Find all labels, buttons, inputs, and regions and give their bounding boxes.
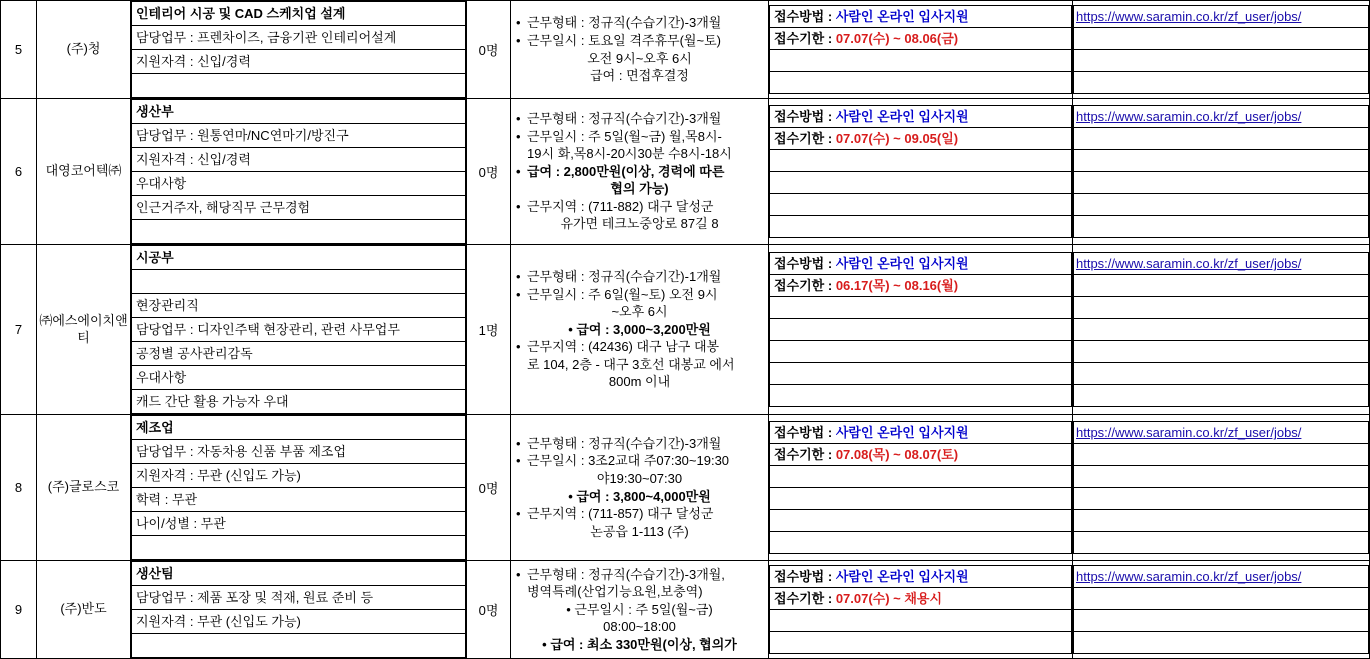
apply-method-label: 접수방법 :: [774, 424, 833, 440]
recruit-site-empty-row: [1074, 128, 1369, 150]
condition-line: 800m 이내: [608, 374, 671, 390]
recruit-site-empty-row: [1074, 510, 1369, 532]
company-name: (주)글로스코: [37, 415, 131, 561]
detail-line: 인근거주자, 해당직무 근무경험: [132, 196, 466, 220]
detail-line: 담당업무 : 디자인주택 현장관리, 관련 사무업무: [132, 318, 466, 342]
bullet-icon: •: [568, 321, 577, 337]
detail-line: 캐드 간단 활용 가능자 우대: [132, 390, 466, 414]
work-conditions-cell: [511, 561, 769, 659]
recruit-detail-cell: [131, 561, 467, 659]
recruit-site-link[interactable]: https://www.saramin.co.kr/zf_user/jobs/: [1076, 109, 1302, 124]
apply-empty-row: [770, 50, 1072, 72]
condition-line: • 근무지역 : (711-882) 대구 달성군: [511, 198, 768, 216]
recruit-site-cell: [1073, 99, 1370, 245]
apply-method-row: [770, 422, 1072, 444]
recruit-site-empty-row: [1074, 72, 1369, 94]
detail-line: 지원자격 : 신입/경력: [132, 50, 466, 74]
company-name: (주)청: [37, 1, 131, 99]
apply-period-value: 07.08(목) ~ 08.07(토): [835, 446, 959, 462]
detail-line: 담당업무 : 자동차용 신품 부품 제조업: [132, 440, 466, 464]
condition-text: 급여 : 3,800~4,000만원: [576, 488, 711, 504]
recruit-site-link[interactable]: https://www.saramin.co.kr/zf_user/jobs/: [1076, 9, 1302, 24]
table-row: [1, 561, 1370, 659]
table-row: [1, 245, 1370, 415]
apply-method-label: 접수방법 :: [774, 255, 833, 271]
bullet-icon: •: [566, 601, 575, 617]
apply-period-value: 06.17(목) ~ 08.16(월): [835, 277, 959, 293]
detail-line: [132, 270, 466, 294]
row-number: 8: [1, 415, 37, 561]
row-number: 5: [1, 1, 37, 99]
condition-line: • 근무지역 : (711-857) 대구 달성군: [511, 505, 768, 523]
apply-cell: [769, 561, 1073, 659]
recruit-detail-cell: [131, 1, 467, 99]
condition-line: • 근무일시 : 3조2교대 주07:30~19:30: [511, 452, 768, 470]
condition-line: • 근무지역 : (42436) 대구 남구 대봉: [511, 338, 768, 356]
condition-line: 로 104, 2층 - 대구 3호선 대봉교 에서: [527, 356, 735, 372]
condition-line: • 근무형태 : 정규직(수습기간)-3개월,: [511, 566, 768, 584]
recruit-detail-lines: [131, 1, 466, 98]
recruit-site-empty-row: [1074, 216, 1369, 238]
apply-empty-row: [770, 385, 1072, 407]
condition-line: 논공읍 1-113 (주): [590, 523, 689, 539]
condition-line: 19시 화,목8시-20시30분 수8시-18시: [527, 146, 732, 162]
recruit-detail-lines: [131, 99, 466, 244]
recruit-site-empty-row: [1074, 194, 1369, 216]
condition-line: • 근무형태 : 정규직(수습기간)-3개월: [511, 14, 768, 32]
table-row: [1, 415, 1370, 561]
condition-line: ~오후 6시: [611, 304, 668, 320]
condition-line: • 근무일시 : 주 6일(월~토) 오전 9시: [511, 286, 768, 304]
apply-period-row: [770, 28, 1072, 50]
recruit-detail-lines: [131, 561, 466, 658]
detail-line: 우대사항: [132, 366, 466, 390]
apply-empty-row: [770, 632, 1072, 654]
bullet-icon: •: [568, 488, 577, 504]
apply-empty-row: [770, 466, 1072, 488]
apply-empty-row: [770, 150, 1072, 172]
recruit-detail-cell: [131, 245, 467, 415]
detail-line: [132, 74, 466, 98]
recruit-site-empty-row: [1074, 319, 1369, 341]
apply-cell: [769, 99, 1073, 245]
condition-line: 유가면 테크노중앙로 87길 8: [560, 216, 719, 232]
row-number: 6: [1, 99, 37, 245]
condition-line: [511, 636, 768, 654]
condition-line: 급여 : 면접후결정: [590, 68, 689, 84]
detail-line: 현장관리직: [132, 294, 466, 318]
recruit-site-empty-row: [1074, 466, 1369, 488]
condition-line: • 근무일시 : 토요일 격주휴무(월~토): [511, 32, 768, 50]
condition-line: [511, 601, 768, 619]
detail-line: 우대사항: [132, 172, 466, 196]
apply-cell: [769, 245, 1073, 415]
apply-period-row: [770, 128, 1072, 150]
apply-period-label: 접수기한 :: [774, 590, 833, 606]
apply-empty-row: [770, 319, 1072, 341]
apply-empty-row: [770, 532, 1072, 554]
detail-line: 담당업무 : 제품 포장 및 적재, 원료 준비 등: [132, 586, 466, 610]
apply-method-label: 접수방법 :: [774, 568, 833, 584]
condition-line: 병역특례(산업기능요원,보충역): [527, 584, 703, 600]
condition-line: • 근무형태 : 정규직(수습기간)-3개월: [511, 435, 768, 453]
recruit-site-empty-row: [1074, 588, 1369, 610]
headcount: 0명: [467, 1, 511, 99]
recruit-site-empty-row: [1074, 385, 1369, 407]
recruit-site-empty-row: [1074, 28, 1369, 50]
condition-line: 오전 9시~오후 6시: [587, 50, 692, 66]
recruit-site-empty-row: [1074, 297, 1369, 319]
recruit-site-empty-row: [1074, 275, 1369, 297]
detail-line: 나이/성별 : 무관: [132, 512, 466, 536]
apply-empty-row: [770, 363, 1072, 385]
recruit-site-empty-row: [1074, 363, 1369, 385]
recruit-site-row: [1074, 566, 1369, 588]
recruit-detail-cell: [131, 415, 467, 561]
apply-period-row: [770, 588, 1072, 610]
recruit-detail-cell: [131, 99, 467, 245]
recruit-site-cell: [1073, 561, 1370, 659]
apply-empty-row: [770, 194, 1072, 216]
recruit-site-empty-row: [1074, 632, 1369, 654]
apply-period-value: 07.07(수) ~ 09.05(일): [835, 130, 959, 146]
detail-line: 지원자격 : 신입/경력: [132, 148, 466, 172]
apply-empty-row: [770, 297, 1072, 319]
recruit-site-row: [1074, 422, 1369, 444]
detail-line: [132, 634, 466, 658]
recruit-detail-lines: [131, 415, 466, 560]
detail-heading: 인테리어 시공 및 CAD 스케치업 설계: [132, 2, 466, 26]
table-row: [1, 1, 1370, 99]
detail-heading: 생산팀: [132, 562, 466, 586]
condition-line: [511, 488, 768, 506]
recruit-site-empty-row: [1074, 172, 1369, 194]
recruit-site-link[interactable]: https://www.saramin.co.kr/zf_user/jobs/: [1076, 256, 1302, 271]
recruit-site-row: [1074, 6, 1369, 28]
detail-line: 지원자격 : 무관 (신입도 가능): [132, 464, 466, 488]
apply-method-value: 사람인 온라인 입사지원: [835, 424, 969, 440]
detail-line: 지원자격 : 무관 (신입도 가능): [132, 610, 466, 634]
recruit-site-row: [1074, 106, 1369, 128]
detail-line: [132, 536, 466, 560]
condition-line: • 급여 : 2,800만원(이상, 경력에 따른: [511, 163, 768, 181]
apply-method-label: 접수방법 :: [774, 8, 833, 24]
recruit-site-cell: [1073, 415, 1370, 561]
work-conditions-cell: [511, 99, 769, 245]
condition-line: [511, 321, 768, 339]
condition-line: 08:00~18:00: [603, 619, 676, 635]
apply-period-label: 접수기한 :: [774, 30, 833, 46]
detail-heading: 제조업: [132, 416, 466, 440]
apply-method-value: 사람인 온라인 입사지원: [835, 255, 969, 271]
apply-method-row: [770, 106, 1072, 128]
row-number: 9: [1, 561, 37, 659]
headcount: 1명: [467, 245, 511, 415]
apply-method-row: [770, 253, 1072, 275]
company-name: (주)반도: [37, 561, 131, 659]
apply-period-row: [770, 444, 1072, 466]
table-row: [1, 99, 1370, 245]
recruit-site-link[interactable]: https://www.saramin.co.kr/zf_user/jobs/: [1076, 569, 1302, 584]
apply-cell: [769, 1, 1073, 99]
detail-heading: 시공부: [132, 246, 466, 270]
apply-empty-row: [770, 172, 1072, 194]
recruit-site-cell: [1073, 1, 1370, 99]
condition-text: 급여 : 최소 330만원(이상, 협의가: [550, 636, 737, 652]
apply-period-value: 07.07(수) ~ 채용시: [835, 590, 943, 606]
apply-method-value: 사람인 온라인 입사지원: [835, 568, 969, 584]
recruit-site-empty-row: [1074, 150, 1369, 172]
apply-period-label: 접수기한 :: [774, 446, 833, 462]
company-name: 대영코어텍㈜: [37, 99, 131, 245]
apply-empty-row: [770, 72, 1072, 94]
apply-method-value: 사람인 온라인 입사지원: [835, 8, 969, 24]
apply-period-label: 접수기한 :: [774, 277, 833, 293]
apply-empty-row: [770, 216, 1072, 238]
company-name: ㈜에스에이치앤티: [37, 245, 131, 415]
apply-period-value: 07.07(수) ~ 08.06(금): [835, 30, 959, 46]
recruit-site-cell: [1073, 245, 1370, 415]
headcount: 0명: [467, 561, 511, 659]
condition-text: 급여 : 3,000~3,200만원: [576, 321, 711, 337]
detail-line: 담당업무 : 프렌차이즈, 금융기관 인테리어설계: [132, 26, 466, 50]
bullet-icon: •: [542, 636, 551, 652]
detail-line: 담당업무 : 원통연마/NC연마기/방진구: [132, 124, 466, 148]
apply-period-row: [770, 275, 1072, 297]
work-conditions-cell: [511, 245, 769, 415]
apply-method-row: [770, 6, 1072, 28]
recruit-site-empty-row: [1074, 50, 1369, 72]
detail-heading: 생산부: [132, 100, 466, 124]
headcount: 0명: [467, 415, 511, 561]
recruit-site-empty-row: [1074, 341, 1369, 363]
recruit-site-empty-row: [1074, 488, 1369, 510]
work-conditions-cell: [511, 1, 769, 99]
headcount: 0명: [467, 99, 511, 245]
recruit-detail-lines: [131, 245, 466, 414]
row-number: 7: [1, 245, 37, 415]
apply-method-label: 접수방법 :: [774, 108, 833, 124]
apply-method-row: [770, 566, 1072, 588]
recruit-site-link[interactable]: https://www.saramin.co.kr/zf_user/jobs/: [1076, 425, 1302, 440]
recruit-site-empty-row: [1074, 532, 1369, 554]
condition-line: 야19:30~07:30: [596, 470, 683, 486]
detail-line: 학력 : 무관: [132, 488, 466, 512]
apply-method-value: 사람인 온라인 입사지원: [835, 108, 969, 124]
work-conditions-cell: [511, 415, 769, 561]
condition-line: • 근무형태 : 정규직(수습기간)-1개월: [511, 268, 768, 286]
condition-line: • 근무형태 : 정규직(수습기간)-3개월: [511, 110, 768, 128]
apply-cell: [769, 415, 1073, 561]
condition-line: • 근무일시 : 주 5일(월~금) 월,목8시-: [511, 128, 768, 146]
apply-empty-row: [770, 510, 1072, 532]
condition-line: 협의 가능): [610, 181, 669, 197]
recruit-site-empty-row: [1074, 610, 1369, 632]
apply-empty-row: [770, 341, 1072, 363]
recruit-site-empty-row: [1074, 444, 1369, 466]
detail-line: [132, 220, 466, 244]
detail-line: 공정별 공사관리감독: [132, 342, 466, 366]
apply-empty-row: [770, 610, 1072, 632]
apply-period-label: 접수기한 :: [774, 130, 833, 146]
condition-text: 근무일시 : 주 5일(월~금): [574, 601, 713, 617]
recruit-site-row: [1074, 253, 1369, 275]
apply-empty-row: [770, 488, 1072, 510]
